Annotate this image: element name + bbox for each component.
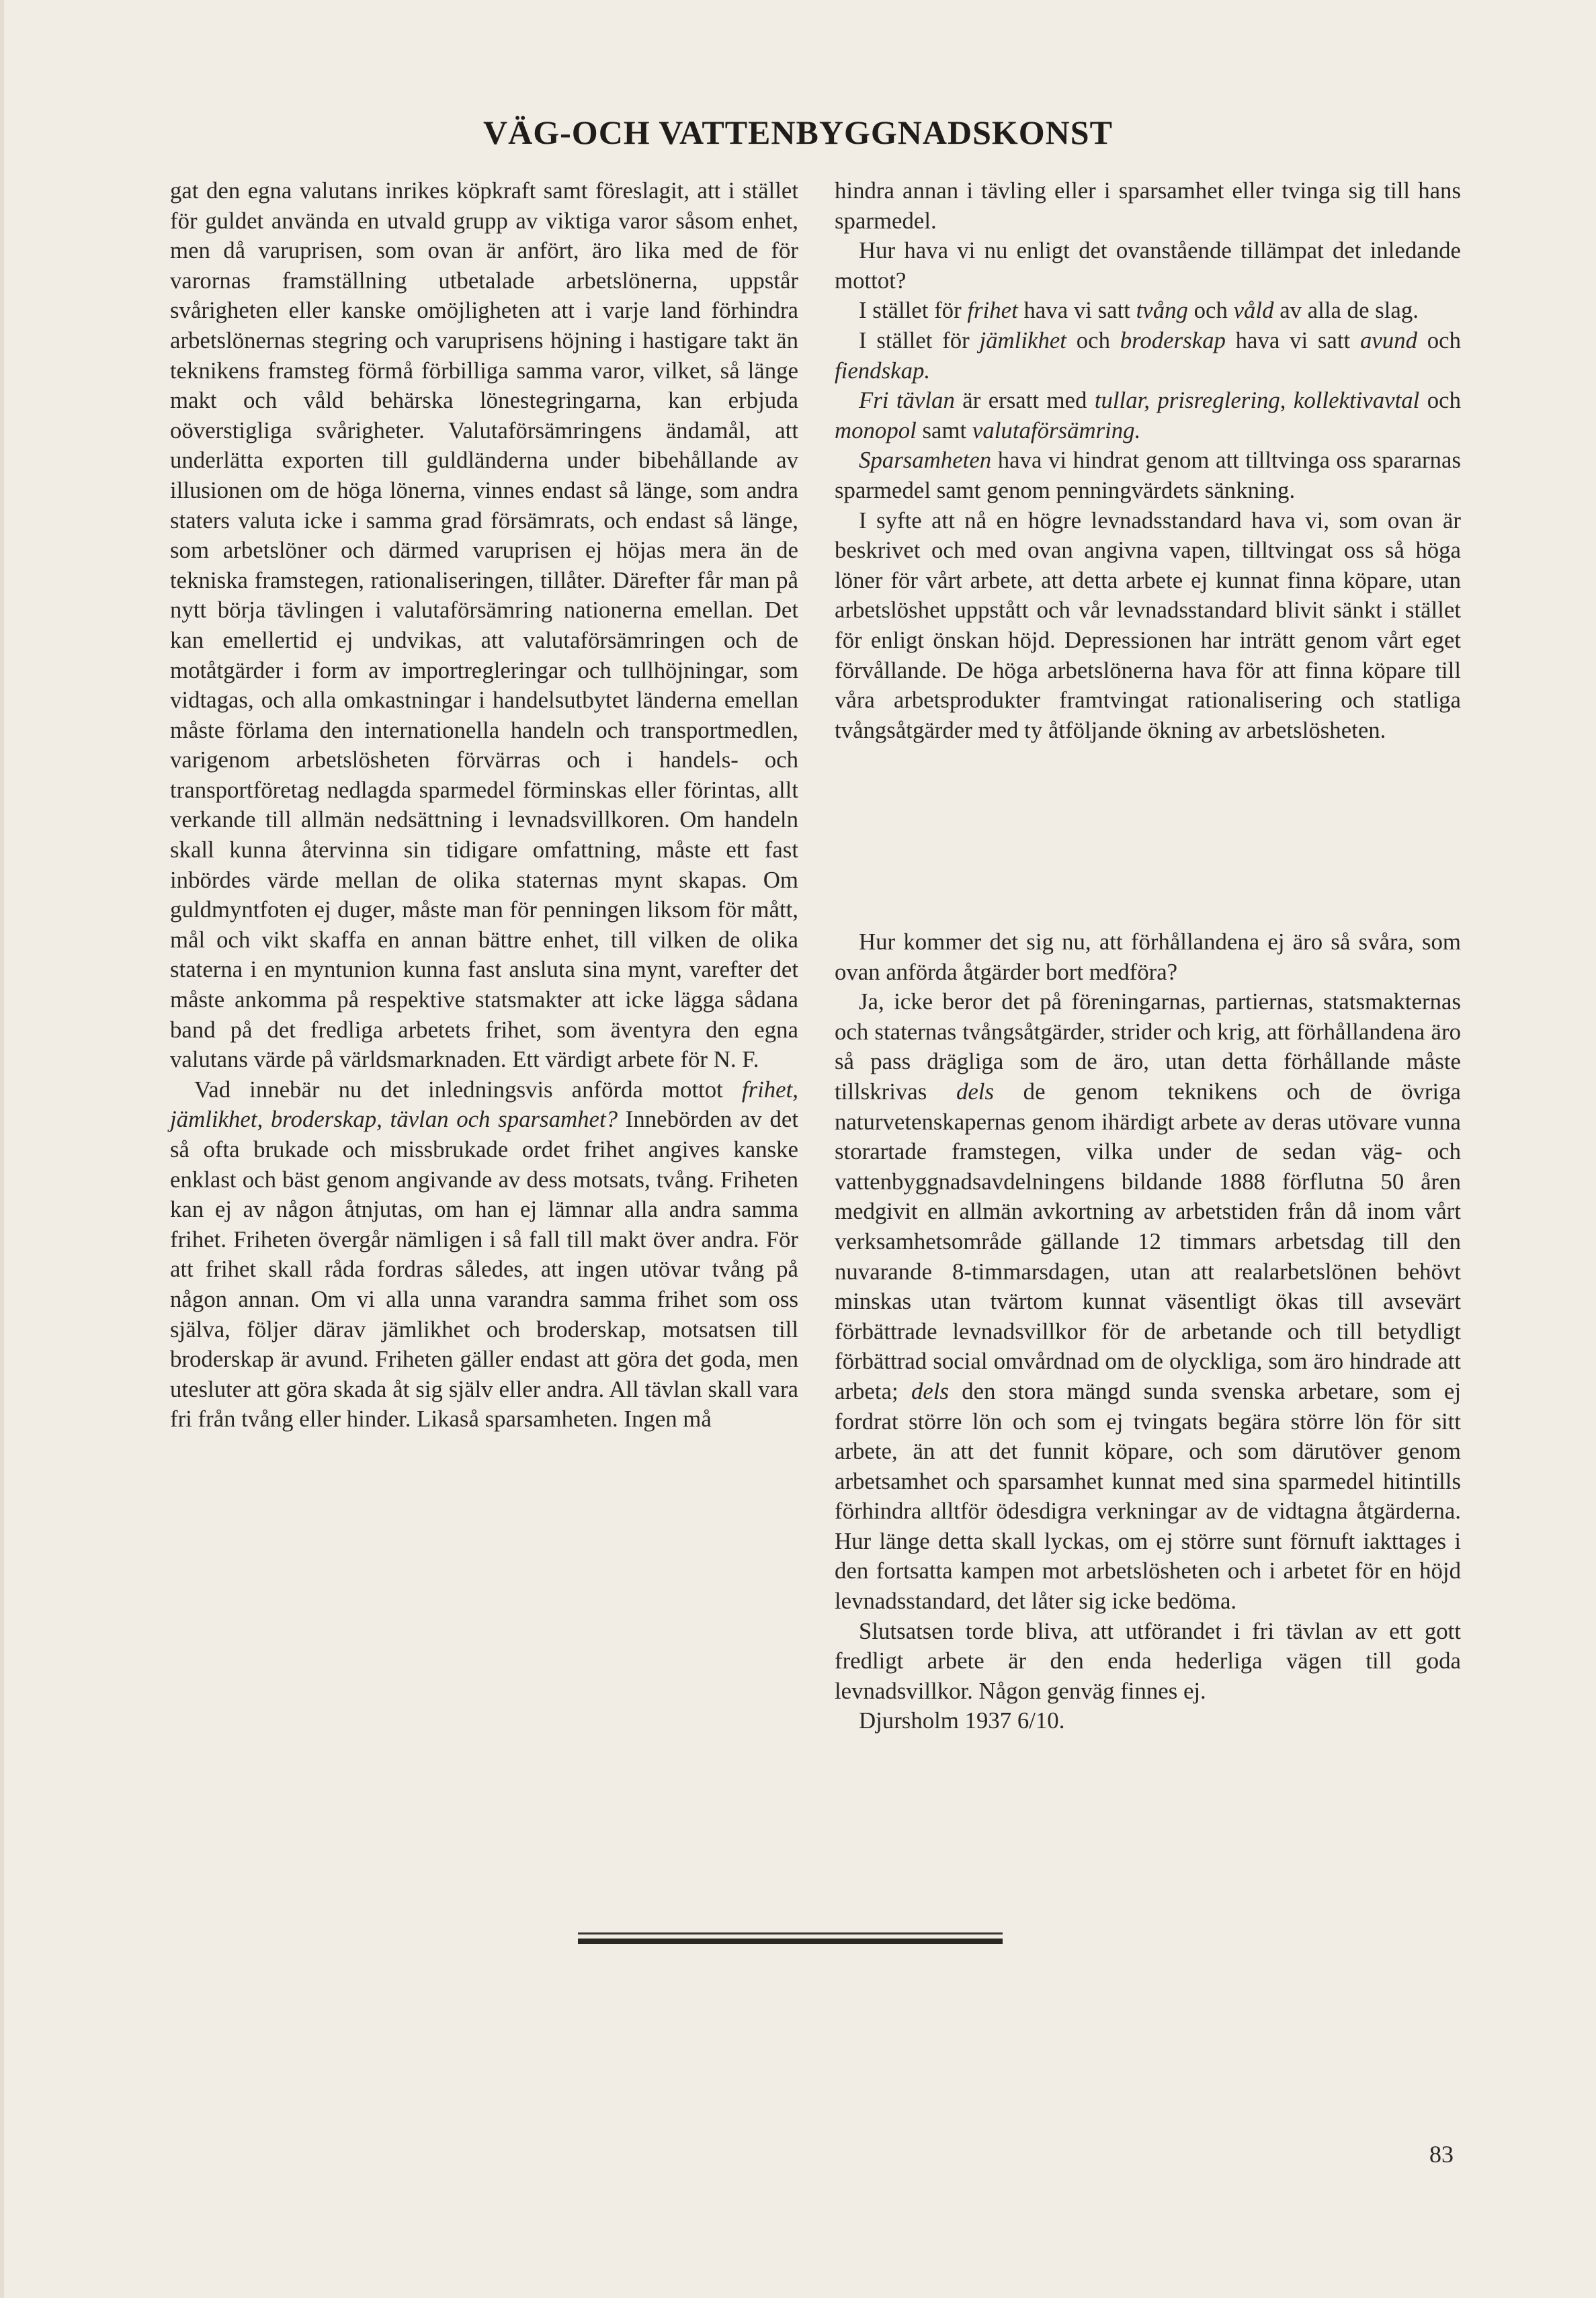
text-span: Ja, icke beror det på föreningarnas, partiernas, statsmakternas och staternas tvångsåtgärder, strider och krig, att förhållandena äro så pass drägliga som de äro, utan detta förhållande måste tillskrivas <box>835 988 1461 1105</box>
text-span: I stället för <box>859 327 980 353</box>
italic-span: frihet <box>967 297 1018 324</box>
left-p2-rest: Innebörden av det så ofta brukade och missbrukade ordet frihet angives kanske enklast och bäst genom angivande av dess motsats, tvång. Friheten kan ej av någon åtnjutas, om han ej lämnar alla andra samma frihet. Friheten övergår nämligen i så fall till makt över andra. För att frihet skall råda fordras således, att ingen utövar tvång på någon annan. Om vi alla unna varandra samma frihet som oss själva, följer därav jämlikhet och broderskap, motsatsen till broderskap är avund. Friheten gäller endast att göra det goda, men utesluter att göra skada åt sig själv eller andra. All tävlan skall vara fri från tvång eller hinder. Likaså sparsamheten. Ingen må <box>170 1106 798 1433</box>
text-span: hava vi hindrat genom att tilltvinga oss spararnas sparmedel samt genom penningvärdets sänkning. <box>835 447 1461 503</box>
rule-thin-line <box>578 1932 1003 1934</box>
rule-thick-line <box>578 1939 1003 1944</box>
italic-span: dels <box>956 1078 994 1105</box>
italic-span: fiendskap. <box>835 357 931 384</box>
signature-line: Djursholm 1937 6/10. <box>859 1707 1065 1734</box>
italic-span: broderskap <box>1120 327 1226 353</box>
end-rule <box>578 1932 1003 1944</box>
right-lower-paragraph-1: Hur kommer det sig nu, att förhållandena ej äro så svåra, som ovan anförda åtgärder bort medföra? <box>835 929 1461 985</box>
right-paragraph-5 <box>835 386 1461 445</box>
text-span: och <box>1419 387 1461 414</box>
left-paragraph-2 <box>170 1075 798 1435</box>
running-head: VÄG-OCH VATTENBYGGNADSKONST <box>483 114 1113 151</box>
text-span: hava vi satt <box>1225 327 1360 353</box>
right-column-lower <box>835 927 1461 1736</box>
page-number: 83 <box>1429 2141 1454 2168</box>
text-span: hava vi satt <box>1017 297 1136 324</box>
right-paragraph-7: I syfte att nå en högre levnadsstandard hava vi, som ovan är beskrivet och med ovan angivna vapen, tilltvingat oss så höga löner för vårt arbete, att detta arbete ej kunnat finna köpare, utan arbetslöshet uppstått och vår levnadsstandard blivit sänkt i stället för enligt önskan höjd. Depressionen har inträtt genom vårt eget förvållande. De höga arbetslönerna hava för att finna köpare till våra arbetsprodukter framtvingat rationalisering och statliga tvångsåtgärder med ty åtföljande ökning av arbetslösheten. <box>835 507 1461 743</box>
text-span: och <box>1066 327 1120 353</box>
italic-span: monopol <box>835 417 917 443</box>
text-span: är ersatt med <box>954 387 1095 414</box>
italic-span: avund <box>1359 327 1417 353</box>
text-span: samt <box>916 417 972 443</box>
text-span: av alla de slag. <box>1273 297 1419 324</box>
right-lower-paragraph-2 <box>835 987 1461 1616</box>
right-paragraph-2: Hur hava vi nu enligt det ovanstående tillämpat det inledande mottot? <box>835 237 1461 294</box>
italic-span: jämlikhet <box>979 327 1066 353</box>
text-span: de genom teknikens och de övriga naturvetenskapernas genom ihärdigt arbete av deras utövare vunna storartade framstegen, vilka under de sedan väg- och vattenbyggnadsavdelningens bildande 1888 förflutna 50 åren medgivit en allmän avkortning av arbetstiden från då inom vårt verksamhetsområde gällande 12 timmars arbetsdag till den nuvarande 8-timmarsdagen, utan att realarbetslönen behövt minskas utan tvärtom kunnat väsentligt ökas till avsevärt förbättrade levnadsvillkor för de arbetande och till betydligt förbättrad social omvårdnad om de olyckliga, som äro hindrade att arbeta; <box>835 1078 1461 1404</box>
left-paragraph-1: gat den egna valutans inrikes köpkraft samt föreslagit, att i stället för guldet använda en utvald grupp av viktiga varor såsom enhet, men då varuprisen, som ovan är anfört, äro lika med de för varornas framställning utbetalade arbetslönerna, uppstår svårigheten eller kanske omöjligheten att i varje land förhindra arbetslönernas stegring och varuprisens höjning i hastigare takt än teknikens framsteg förmå förbilliga samma varor, vilket, så länge makt och våld behärska lönestegringarna, kan erbjuda oöverstigliga svårigheter. Valutaförsämringens ändamål, att underlätta exporten till guldländerna under bibehållande av illusionen om de höga lönerna, vinnes endast så länge, som andra staters valuta icke i samma grad försämrats, och endast så länge, som arbetslöner och därmed varuprisen ej höjas mera än de tekniska framstegen, rationaliseringen, tillåter. Därefter får man på nytt börja tävlingen i valutaförsämring nationerna emellan. Det kan emellertid ej undvikas, att valutaförsämringen och de motåtgärder i form av importregleringar och tullhöjningar, som vidtagas, och alla omkastningar i handelsutbytet länderna emellan måste förlama den internationella handeln och transportmedlen, varigenom arbetslösheten förvärras och i handels- och transportföretag nedlagda sparmedel förminskas eller förintas, allt verkande till allmän nedsättning i levnadsvillkoren. Om handeln skall kunna återvinna sin tidigare omfattning, måste ett fast inbördes värde mellan de olika staternas mynt skapas. Om guldmyntfoten ej duger, måste man för penningen liksom för mått, mål och vikt skaffa en annan bättre enhet, till vilken de olika staterna i en myntunion kunna fast ansluta sina mynt, varefter det måste ankomma på respektive statsmakter att icke lägga sådana band på det fredliga arbetets frihet, som äventyra den egna valutans värde på världsmarknaden. Ett värdigt arbete för N. F. <box>170 177 798 1073</box>
italic-span: tvång <box>1136 297 1188 324</box>
text-span: den stora mängd sunda svenska arbetare, som ej fordrat större lön och som ej tvingats begära större lön för sitt arbete, än att det funnit köpare, och som därutöver genom arbetsamhet och sparsamhet kunnat med sina sparmedel hitintills förhindra alltför ödesdigra verkningar av de vidtagna åtgärderna. Hur länge detta skall lyckas, om ej större sunt förnuft iakttages i den fortsatta kampen mot arbetslösheten och i arbetet för en höjd levnadsstandard, det låter sig icke bedöma. <box>835 1377 1461 1615</box>
italic-span: Fri tävlan <box>859 387 955 414</box>
right-paragraph-4 <box>835 326 1461 386</box>
italic-span: dels <box>911 1377 949 1404</box>
right-paragraph-1: hindra annan i tävling eller i sparsamhet eller tvinga sig till hans sparmedel. <box>835 177 1461 234</box>
text-span: I stället för <box>859 297 968 324</box>
text-span: och <box>1187 297 1234 324</box>
right-lower-paragraph-3: Slutsatsen torde bliva, att utförandet i fri tävlan av ett gott fredligt arbete är den enda hederliga vägen till goda levnadsvillkor. Någon genväg finnes ej. <box>835 1617 1461 1704</box>
left-p2-motto: frihet, jämlikhet, broderskap, tävlan och sparsamhet? <box>170 1076 798 1133</box>
right-paragraph-3 <box>835 296 1461 326</box>
italic-span: tullar, prisreglering, kollektivavtal <box>1094 387 1420 414</box>
italic-span: Sparsamheten <box>859 447 992 474</box>
left-column <box>170 176 798 1435</box>
italic-span: valutaförsämring. <box>972 417 1141 443</box>
right-paragraph-6 <box>835 445 1461 505</box>
left-p2-lead: Vad innebär nu det inledningsvis anförda mottot <box>194 1076 742 1103</box>
italic-span: våld <box>1233 297 1274 324</box>
right-column-upper <box>835 176 1461 745</box>
text-span: och <box>1417 327 1461 353</box>
